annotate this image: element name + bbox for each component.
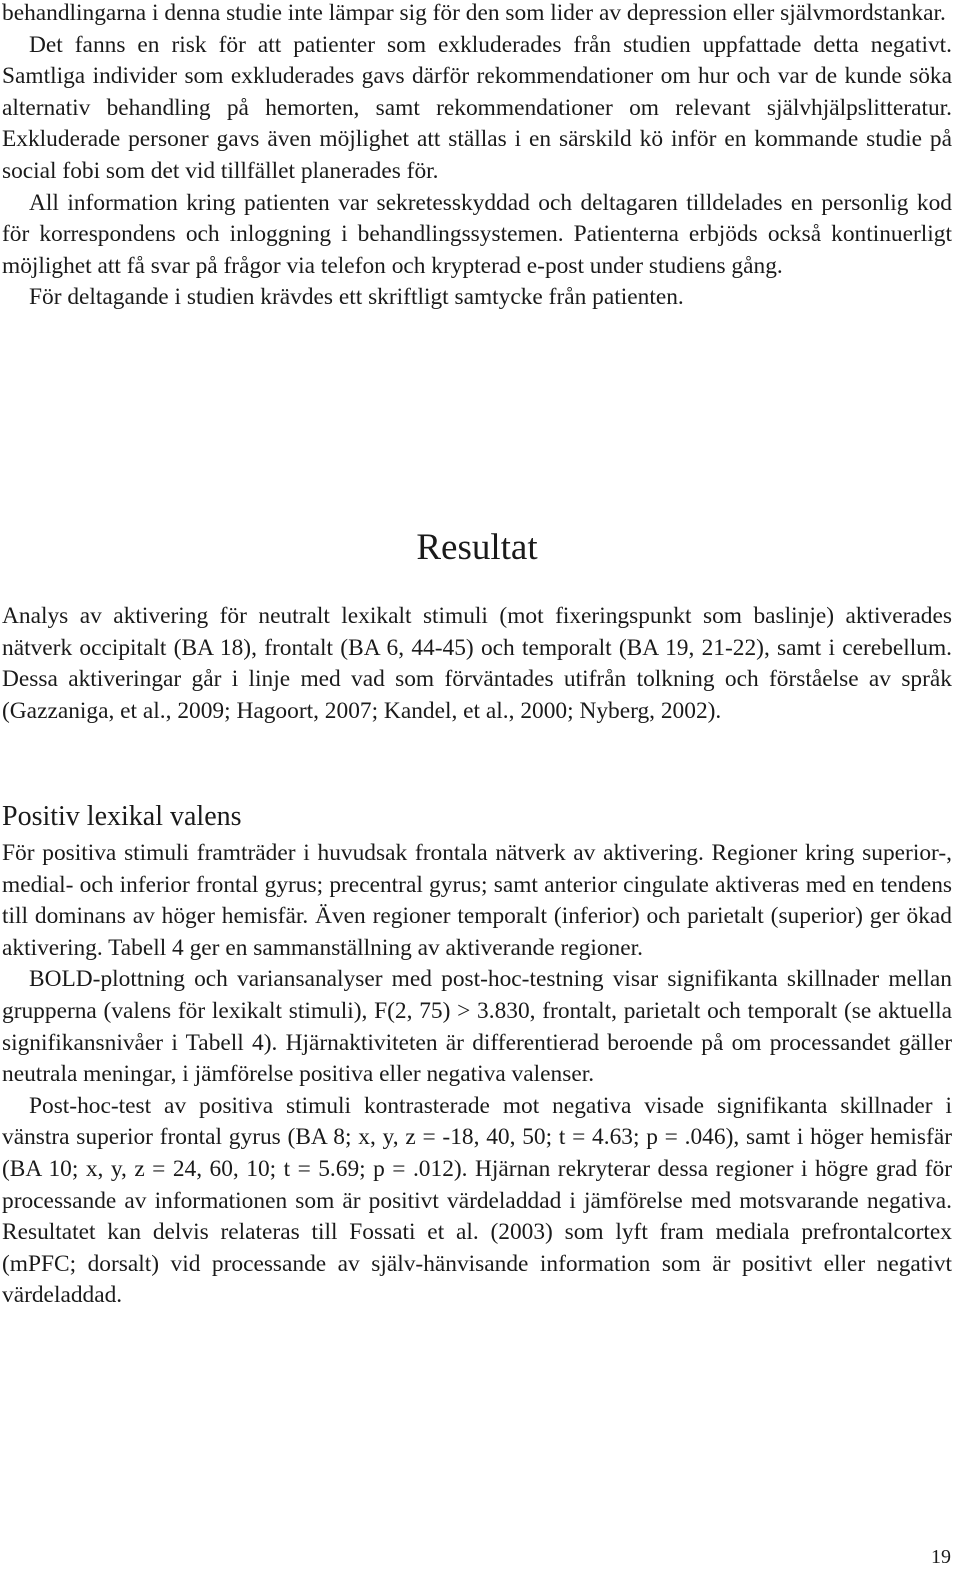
paragraph-consent: För deltagande i studien krävdes ett skriftligt samtycke från patienten. (29, 284, 684, 311)
paragraph-post-hoc-test: Post-hoc-test av positiva stimuli kontrasterade mot negativa visade signifikanta skillnader i vänstra superior frontal gyrus (BA 8; x, y, z = -18, 40, 50; t = 4.63; p = .046), samt i höger hemisfär (BA 10; x, y, z = 24, 60, 10; t = 5.69; p = .012). Hjärnan rekryterar dessa regioner i högre grad för processande av informationen som är positivt värdeladdad i jämförelse med motsvarande negativa. Resultatet kan delvis relateras till Fossati et al. (2003) som lyft fram mediala prefrontalcortex (mPFC; dorsalt) vid processande av själv-hänvisande information som är positivt eller negativt värdeladdad. (2, 1092, 952, 1309)
subsection-heading-positive-valence: Positiv lexikal valens (2, 801, 242, 832)
paragraph-excluded-patients: Det fanns en risk för att patienter som exkluderades från studien uppfattade detta negativt. Samtliga individer som exkluderades gavs därför rekommendationer om hur och var de kunde söka alternativ behandling på hemorten, samt rekommendationer om relevant självhjälpslitteratur. Exkluderade personer gavs även möjlighet att ställas i en särskild kö inför en kommande studie på social fobi som det vid tillfället planerades för. (2, 31, 952, 184)
paragraph-neutral-stimuli: Analys av aktivering för neutralt lexikalt stimuli (mot fixeringspunkt som baslinje) aktiverades nätverk occipitalt (BA 18), frontalt (BA 6, 44-45) och temporalt (BA 19, 21-22), samt i cerebellum. Dessa aktiveringar går i linje med vad som förväntades utifrån tolkning och förståelse av språk (Gazzaniga, et al., 2009; Hagoort, 2007; Kandel, et al., 2000; Nyberg, 2002). (2, 603, 952, 724)
paragraph-depression-note: behandlingarna i denna studie inte lämpar sig för den som lider av depression eller självmordstankar. (2, 0, 946, 26)
paragraph-bold-plotting: BOLD-plottning och variansanalyser med post-hoc-testning visar signifikanta skillnader mellan grupperna (valens för lexikalt stimuli), F(2, 75) > 3.830, frontalt, parietalt och temporalt (se aktuella signifikansnivåer i Tabell 4). Hjärnaktiviteten är differentierad beroende på om processandet gäller neutrala meningar, i jämförelse positiva eller negativa valenser. (2, 966, 952, 1088)
section-heading-resultat: Resultat (416, 527, 538, 568)
positive-valence-text-block (2, 838, 952, 1312)
paragraph-confidentiality: All information kring patienten var sekretesskyddad och deltagaren tilldelades en personlig kod för korrespondens och inloggning i behandlingssystemen. Patienterna erbjöds också kontinuerligt möjlighet att få svar på frågor via telefon och krypterad e-post under studiens gång. (2, 189, 952, 279)
paragraph-positive-stimuli: För positiva stimuli framträder i huvudsak frontala nätverk av aktivering. Regioner kring superior-, medial- och inferior frontal gyrus; precentral gyrus; samt anterior cingulate aktiveras med en tendens till dominans av höger hemisfär. Även regioner temporalt (inferior) och parietalt (superior) ger ökad aktivering. Tabell 4 ger en sammanställning av aktiverande regioner. (2, 840, 952, 961)
page-number: 19 (931, 1546, 951, 1568)
results-text-block (2, 601, 952, 727)
top-text-block (2, 0, 952, 314)
